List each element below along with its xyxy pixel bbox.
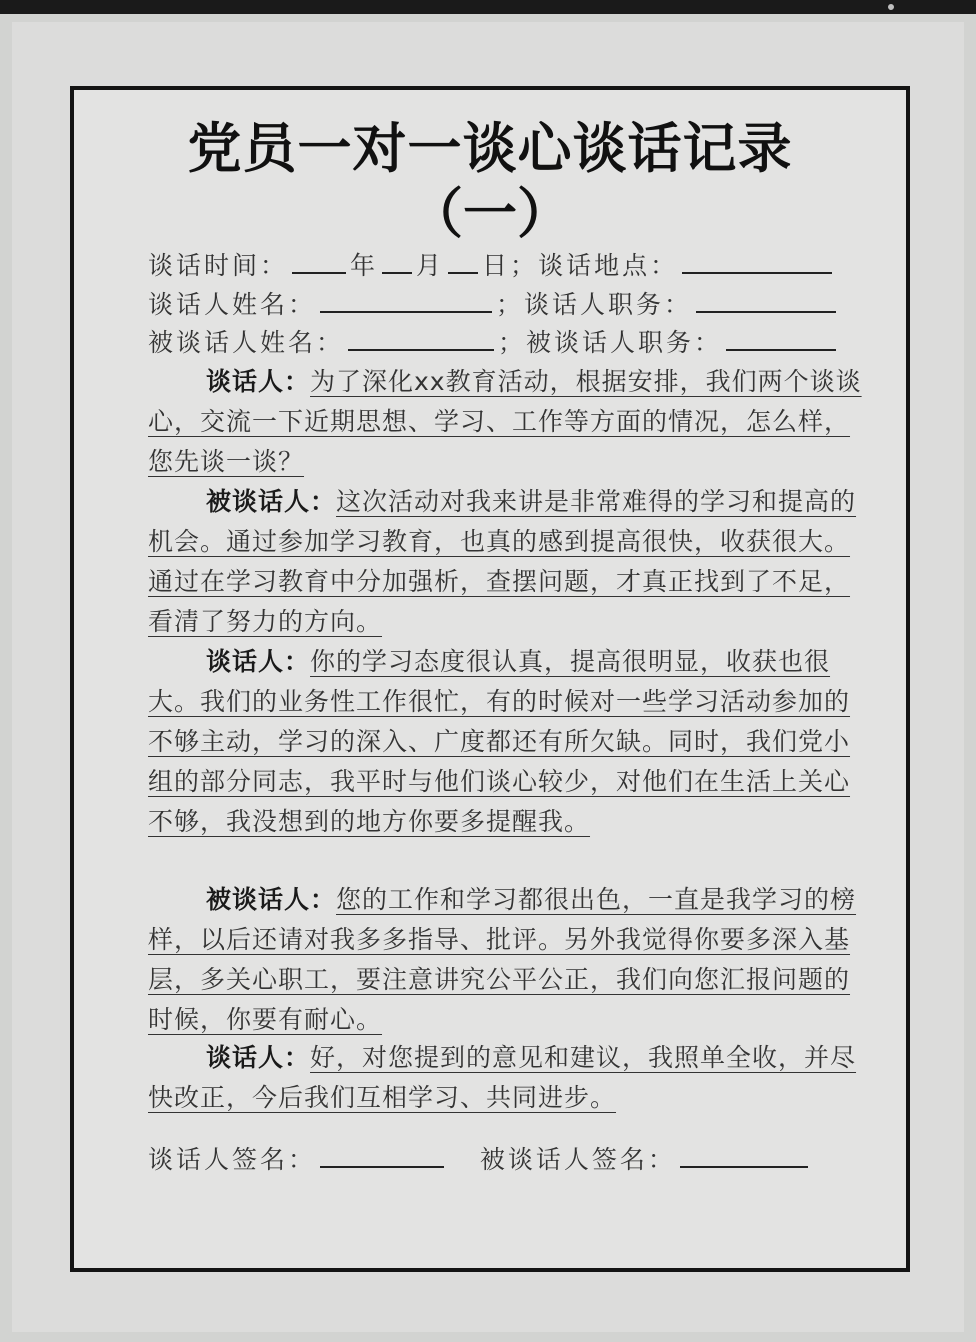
dialogue-paragraph-4: [148, 880, 866, 1040]
form-row-speaker: [148, 285, 840, 321]
listener-name-label: 被谈话人姓名：: [148, 328, 345, 357]
corner-dot: [888, 4, 894, 10]
dialogue-paragraph-5: [148, 1038, 866, 1118]
signature-row: [148, 1140, 812, 1180]
record-frame: [70, 86, 910, 1272]
listener-title-label: ；被谈话人职务：: [498, 328, 723, 357]
listener-name-blank[interactable]: [348, 323, 494, 351]
dialogue-speaker: 被谈话人：: [206, 487, 337, 516]
speaker-signature-label: 谈话人签名：: [148, 1145, 317, 1174]
dialogue-text: 这次活动对我来讲是非常难得的学习和提高的机会。通过参加学习教育，也真的感到提高很快，收获很大。通过在学习教育中分加强析，查摆问题，才真正找到了不足，看清了努力的方向。: [148, 487, 857, 636]
speaker-signature-blank[interactable]: [320, 1140, 444, 1168]
document-subtitle: （一）: [409, 182, 571, 245]
listener-signature-blank[interactable]: [680, 1140, 808, 1168]
form-row-time-place: [148, 246, 836, 282]
form-row-listener: [148, 323, 840, 359]
dialogue-paragraph-3: [148, 642, 866, 842]
place-label: 谈话地点：: [538, 251, 679, 280]
place-blank[interactable]: [682, 246, 832, 274]
day-blank[interactable]: [448, 246, 478, 274]
speaker-name-blank[interactable]: [320, 285, 492, 313]
dialogue-speaker: 谈话人：: [206, 647, 311, 676]
dialogue-text: 你的学习态度很认真，提高很明显，收获也很大。我们的业务性工作很忙，有的时候对一些学习活动参加的不够主动，学习的深入、广度都还有所欠缺。同时，我们党小组的部分同志，我平时与他们谈心较少，对他们在生活上关心不够，我没想到的地方你要多提醒我。: [148, 647, 851, 836]
speaker-name-label: 谈话人姓名：: [148, 290, 317, 319]
month-blank[interactable]: [382, 246, 412, 274]
dialogue-speaker: 谈话人：: [206, 1043, 311, 1072]
top-dark-strip: [0, 0, 976, 14]
year-label: 年: [350, 251, 379, 280]
year-blank[interactable]: [292, 246, 346, 274]
listener-signature-label: 被谈话人签名：: [479, 1145, 676, 1174]
document-title: 党员一对一谈心谈话记录: [187, 117, 793, 180]
listener-title-blank[interactable]: [726, 323, 836, 351]
dialogue-paragraph-2: [148, 482, 866, 642]
speaker-title-blank[interactable]: [696, 285, 836, 313]
dialogue-speaker: 谈话人：: [206, 367, 311, 396]
speaker-title-label: ；谈话人职务：: [496, 290, 693, 319]
dialogue-speaker: 被谈话人：: [206, 885, 337, 914]
time-label: 谈话时间：: [148, 251, 289, 280]
dialogue-text: 好，对您提到的意见和建议，我照单全收，并尽快改正，今后我们互相学习、共同进步。: [148, 1043, 857, 1112]
dialogue-paragraph-1: [148, 362, 866, 482]
month-label: 月: [416, 251, 445, 280]
dialogue-text: 为了深化xx教育活动，根据安排，我们两个谈谈心，交流一下近期思想、学习、工作等方面的情况，怎么样，您先谈一谈？: [148, 367, 862, 476]
dialogue-text: 您的工作和学习都很出色，一直是我学习的榜样，以后还请对我多多指导、批评。另外我觉得你要多深入基层，多关心职工，要注意讲究公平公正，我们向您汇报问题的时候，你要有耐心。: [148, 885, 857, 1034]
day-label: 日；: [482, 251, 539, 280]
